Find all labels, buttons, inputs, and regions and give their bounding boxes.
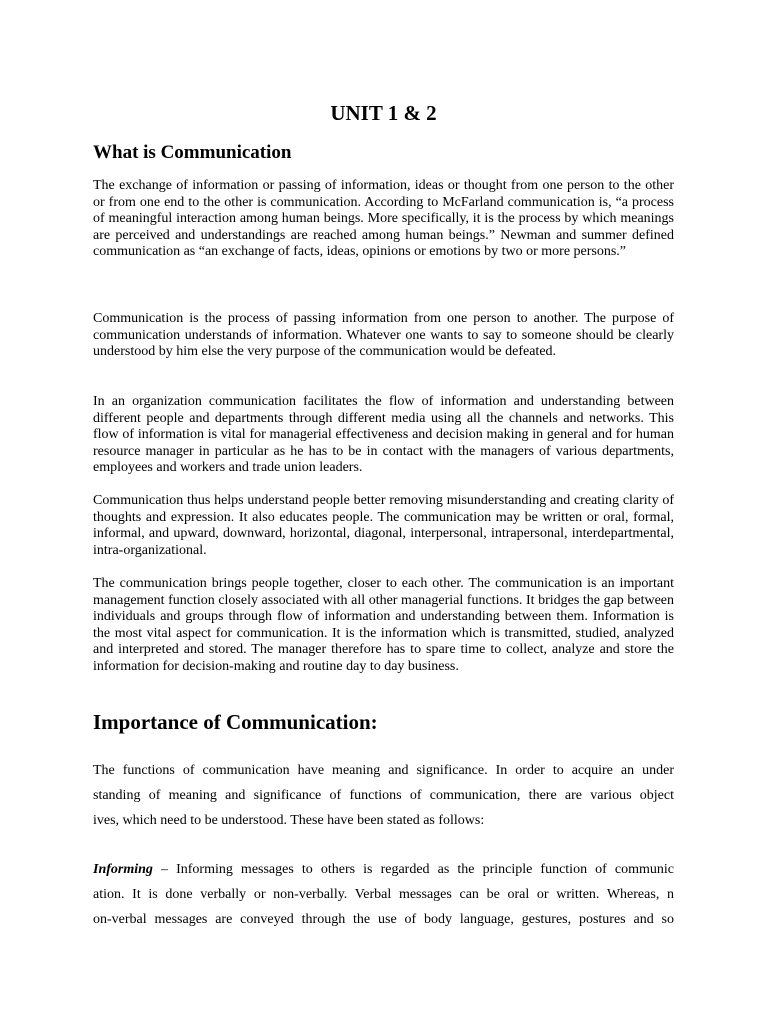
intro-line: The functions of communication have meaning and significance. In order to acquire an under [93,763,674,778]
intro-line: ives, which need to be understood. These have been stated as follows: [93,813,485,828]
intro-line: standing of meaning and significance of functions of communication, there are various object [93,788,674,803]
page-title: UNIT 1 & 2 [330,101,437,125]
section-heading-what-is-communication: What is Communication [93,142,292,163]
section-heading-importance: Importance of Communication: [93,710,378,734]
informing-term: Informing [93,862,153,877]
paragraph-process: Communication is the process of passing information from one person to another. The purpose of communication understands of information. Whatever one wants to say to someone should be clearly understood by him else the very purpose of the communication would be defeated. [93,311,674,360]
informing-line: ation. It is done verbally or non-verbally. Verbal messages can be oral or written. Whereas, n [93,887,674,902]
paragraph-definition: The exchange of information or passing of information, ideas or thought from one person to the other or from one end to the other is communication. According to McFarland communication is, “a process of meaningful interaction among human beings. More specifically, it is the process by which meanings are perceived and understandings are reached among human beings.” Newman and summer defined communication as “an exchange of facts, ideas, opinions or emotions by two or more persons.” [93,178,674,260]
paragraph-organization: In an organization communication facilitates the flow of information and understanding between different people and departments through different media using all the channels and networks. This flow of information is vital for managerial effectiveness and decision making in general and for human resource manager in particular as he has to be in contact with the managers of various departments, employees and workers and trade union leaders. [93,394,674,476]
informing-line [93,861,674,878]
paragraph-management-function: The communication brings people together, closer to each other. The communication is an important management function closely associated with all other managerial functions. It bridges the gap between individuals and groups through flow of information and understanding between them. Information is the most vital aspect for communication. It is the information which is transmitted, studied, analyzed and interpreted and stored. The manager therefore has to spare time to collect, analyze and store the information for decision-making and routine day to day business. [93,576,674,674]
informing-text: – Informing messages to others is regarded as the principle function of communic [152,862,674,877]
paragraph-understanding: Communication thus helps understand people better removing misunderstanding and creating clarity of thoughts and expression. It also educates people. The communication may be written or oral, formal, informal, and upward, downward, horizontal, diagonal, interpersonal, intrapersonal, interdepartmental, intra-organizational. [93,493,674,558]
informing-line: on-verbal messages are conveyed through the use of body language, gestures, postures and so [93,912,674,927]
